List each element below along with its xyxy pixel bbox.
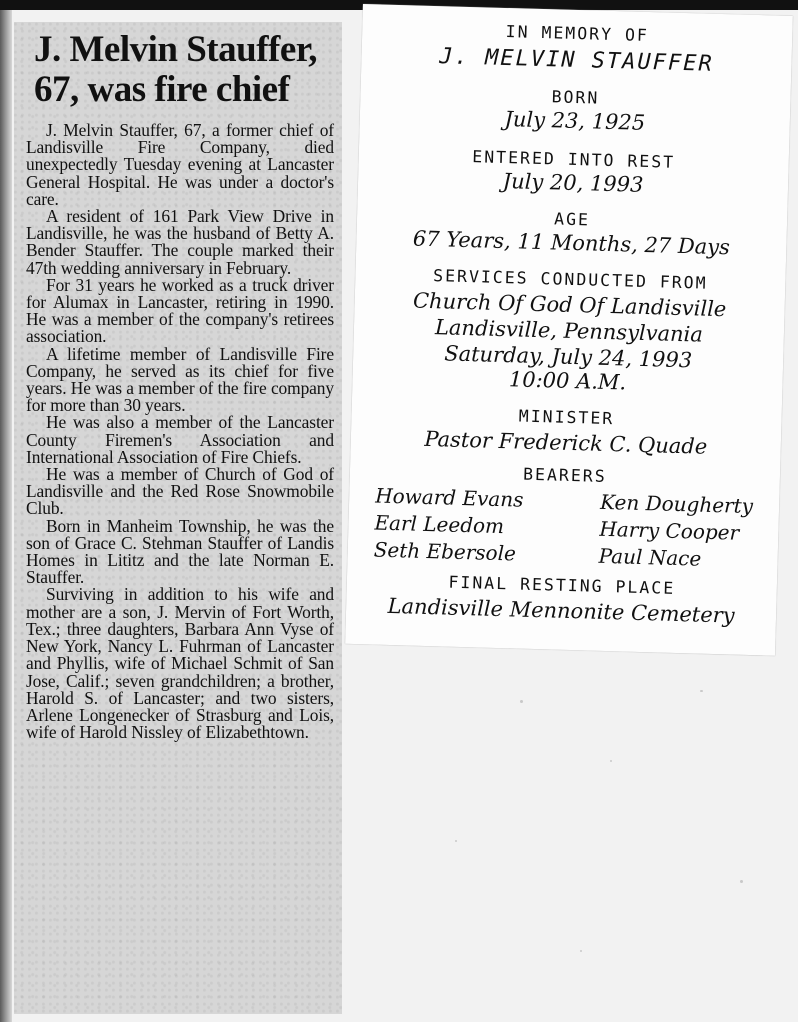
paper-speck — [610, 760, 612, 762]
paper-speck — [455, 840, 457, 842]
bearers-label: BEARERS — [522, 464, 607, 486]
services-place: Church Of God Of Landisville — [412, 288, 727, 322]
bearer-name: Seth Ebersole — [373, 537, 517, 566]
article-paragraph: For 31 years he worked as a truck driver for Alumax in Lancaster, retiring in 1990. He was a member of the company's retirees association. — [26, 274, 334, 347]
services-date: Saturday, July 24, 1993 — [443, 341, 693, 373]
article-paragraph: Born in Manheim Township, he was the son of Grace C. Stehman Stauffer of Landis Homes in Lititz and the late Norman E. Stauffer. — [26, 515, 334, 588]
paper-speck — [580, 950, 582, 952]
article-paragraph: He was also a member of the Lancaster County Firemen's Association and International Association of Fire Chiefs. — [26, 412, 334, 467]
age-label: AGE — [553, 209, 591, 230]
article-paragraph: A resident of 161 Park View Drive in Landisville, he was the husband of Betty A. Bender Stauffer. The couple marked their 47th wedding anniversary in February. — [26, 206, 334, 278]
article-paragraph: A lifetime member of Landisville Fire Company, he served as its chief for five years. He was a member of the fire company for more than 30 years. — [26, 343, 334, 416]
born-label: BORN — [551, 87, 600, 108]
services-time: 10:00 A.M. — [508, 367, 627, 395]
paper-speck — [700, 690, 703, 692]
bearer-name: Howard Evans — [374, 483, 524, 512]
rest-date: July 20, 1993 — [502, 168, 644, 197]
rest-label: ENTERED INTO REST — [472, 147, 676, 172]
deceased-name: J. MELVIN STAUFFER — [438, 44, 715, 77]
card-heading: IN MEMORY OF — [505, 21, 650, 45]
minister-label: MINISTER — [518, 406, 615, 429]
article-paragraph: He was a member of Church of God of Landisville and the Red Rose Snowmobile Club. — [26, 464, 334, 519]
bearer-name: Paul Nace — [598, 543, 702, 571]
resting-label: FINAL RESTING PLACE — [448, 572, 676, 598]
resting-place: Landisville Mennonite Cemetery — [387, 593, 735, 628]
obituary-article — [26, 122, 334, 741]
services-town: Landisville, Pennsylvania — [434, 315, 704, 347]
obituary-headline: J. Melvin Stauffer, 67, was fire chief — [34, 29, 318, 110]
age-value: 67 Years, 11 Months, 27 Days — [412, 226, 731, 260]
bearer-name: Harry Cooper — [599, 516, 740, 545]
memorial-card — [345, 4, 793, 656]
born-date: July 23, 1925 — [504, 107, 646, 135]
article-paragraph: J. Melvin Stauffer, 67, a former chief of Landisville Fire Company, died unexpectedly Tuesday evening at Lancaster General Hospital. He was under a doctor's care. — [26, 120, 334, 209]
paper-speck — [740, 880, 743, 883]
bearers-list — [367, 482, 759, 573]
article-paragraph: Surviving in addition to his wife and mother are a son, J. Mervin of Fort Worth, Tex.; three daughters, Barbara Ann Vyse of New York, Nancy L. Fuhrman of Lancaster and Phyllis, wife of Michael Schmit of San Jose, Calif.; seven grandchildren; a brother, Harold S. of Lancaster; and two sisters, Arlene Longenecker of Strasburg and Lois, wife of Harold Nissley of Elizabethtown. — [26, 584, 334, 743]
scan-left-edge — [0, 10, 12, 1022]
bearer-name: Ken Dougherty — [599, 489, 754, 519]
newspaper-clipping — [14, 22, 342, 1014]
paper-speck — [520, 700, 523, 703]
minister-name: Pastor Frederick C. Quade — [424, 426, 708, 459]
bearer-name: Earl Leedom — [374, 510, 505, 539]
services-label: SERVICES CONDUCTED FROM — [432, 266, 708, 293]
